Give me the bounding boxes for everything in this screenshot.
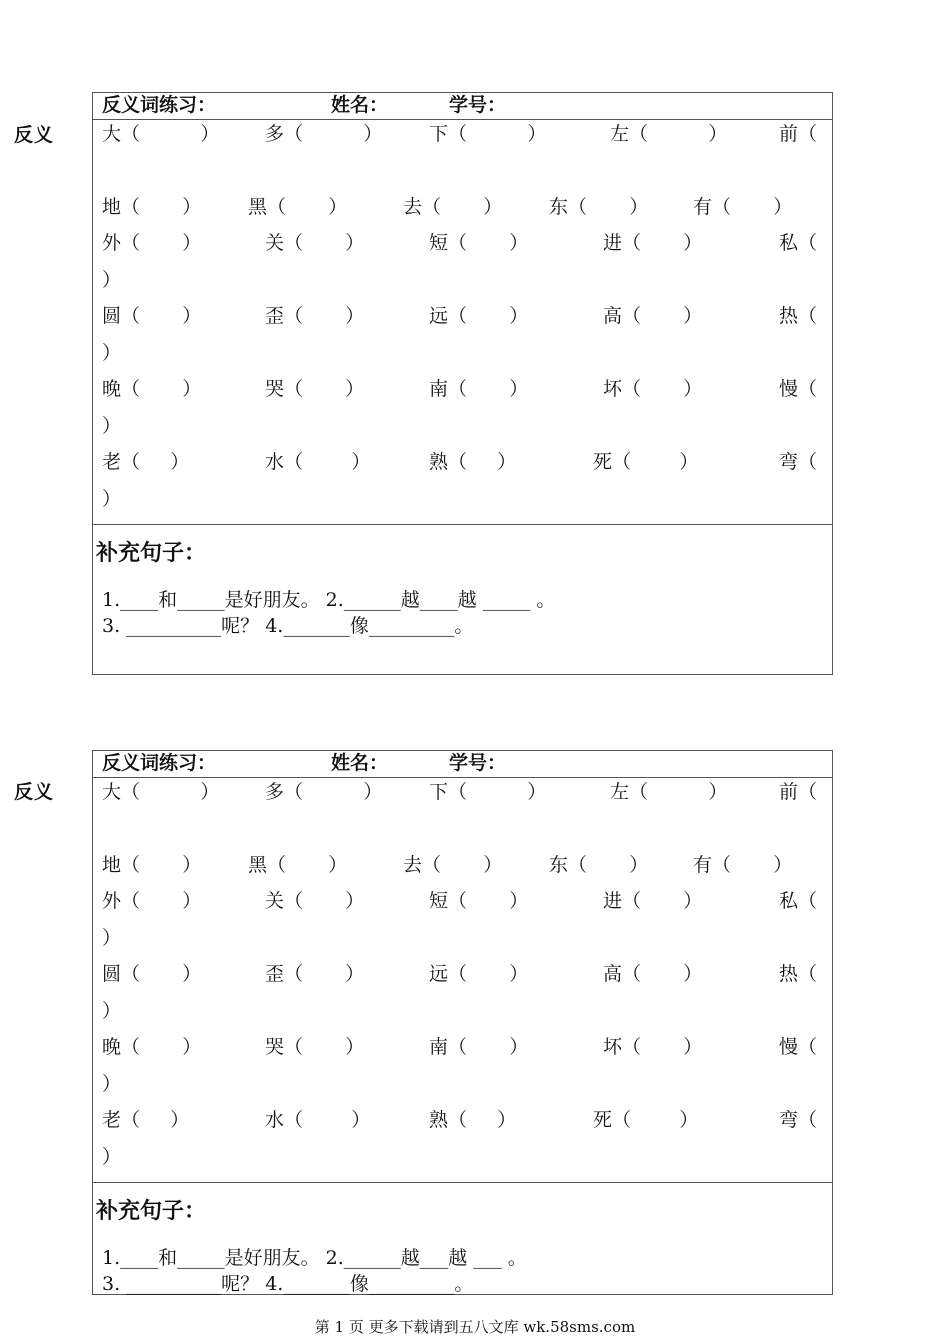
word-item: ） [102, 342, 122, 364]
word-item: 熟（ ） [429, 451, 517, 473]
word-item: 有（ ） [693, 196, 793, 218]
word-item: 高（ ） [603, 963, 703, 985]
word-item: 私（ [779, 890, 818, 912]
word-item: 水（ ） [265, 451, 371, 473]
word-item: ） [102, 269, 122, 291]
word-item: 黑（ ） [248, 854, 348, 876]
word-row [93, 1105, 832, 1135]
word-item: 去（ ） [403, 196, 503, 218]
page-footer: 第 1 页 更多下载请到五八文库 wk.58sms.com [314, 1318, 636, 1336]
word-row [93, 374, 832, 404]
supplement-title: 补充句子： [96, 1199, 207, 1224]
sentence-line: 1.____和_____是好朋友。 2.______越___越 ___ 。 [102, 1247, 527, 1269]
word-item: 老（ ） [102, 451, 190, 473]
word-item: 外（ ） [102, 890, 202, 912]
word-item: 外（ ） [102, 232, 202, 254]
word-row-wrap [93, 411, 832, 441]
word-item: 进（ ） [603, 890, 703, 912]
word-row [93, 192, 832, 222]
word-item: 圆（ ） [102, 305, 202, 327]
word-row [93, 447, 832, 477]
word-item: 短（ ） [429, 890, 529, 912]
word-item: ） [102, 488, 122, 510]
sheet-title: 反义词练习： [102, 752, 217, 774]
word-item: 多（ ） [265, 781, 383, 803]
word-row [93, 228, 832, 258]
header-row [93, 751, 832, 778]
word-row [93, 886, 832, 916]
exercise-sheet [92, 92, 833, 675]
word-item: 远（ ） [429, 305, 529, 327]
supplement-title: 补充句子： [96, 541, 207, 566]
word-item: 去（ ） [403, 854, 503, 876]
word-item: 进（ ） [603, 232, 703, 254]
word-item: ） [102, 1146, 122, 1168]
word-item: 私（ [779, 232, 818, 254]
word-row-wrap [93, 338, 832, 368]
word-item: 前（ [779, 781, 818, 803]
word-item: 老（ ） [102, 1109, 190, 1131]
word-item: ） [102, 1073, 122, 1095]
word-item: 熟（ ） [429, 1109, 517, 1131]
word-item: 有（ ） [693, 854, 793, 876]
word-row [93, 301, 832, 331]
word-item: 哭（ ） [265, 1036, 365, 1058]
name-label: 姓名： [331, 752, 389, 774]
word-item: 大（ ） [102, 123, 220, 145]
word-row-wrap [93, 484, 832, 514]
word-item: ） [102, 1000, 122, 1022]
word-item: 歪（ ） [265, 305, 365, 327]
word-item: 下（ ） [429, 123, 547, 145]
word-item: 关（ ） [265, 890, 365, 912]
word-row [93, 959, 832, 989]
word-item: 死（ ） [593, 1109, 699, 1131]
word-item: 地（ ） [102, 854, 202, 876]
word-row-wrap [93, 923, 832, 953]
word-item: 大（ ） [102, 781, 220, 803]
word-item: 晚（ ） [102, 378, 202, 400]
sentence-line: 1.____和_____是好朋友。 2.______越____越 _____ 。 [102, 589, 556, 611]
word-item: 慢（ [779, 378, 818, 400]
word-item: 南（ ） [429, 378, 529, 400]
word-item: 热（ [779, 963, 818, 985]
word-row [93, 850, 832, 880]
word-row [93, 777, 832, 807]
word-row [93, 1032, 832, 1062]
id-label: 学号： [449, 94, 507, 116]
word-item: 地（ ） [102, 196, 202, 218]
sentence-line: 3. __________呢？ 4._______像_________。 [102, 615, 474, 637]
word-item: 晚（ ） [102, 1036, 202, 1058]
exercise-sheet [92, 750, 833, 1295]
word-item: ） [102, 927, 122, 949]
word-item: 坏（ ） [603, 1036, 703, 1058]
word-item: 高（ ） [603, 305, 703, 327]
sheet-title: 反义词练习： [102, 94, 217, 116]
word-item: 左（ ） [610, 123, 728, 145]
word-row-wrap [93, 265, 832, 295]
word-item: 弯（ [779, 451, 818, 473]
sentence-line: 3. __________呢？ 4._______像_________。 [102, 1273, 474, 1295]
side-label: 反义 [14, 124, 55, 146]
word-row-wrap [93, 1142, 832, 1172]
section-divider [93, 524, 832, 525]
word-item: 弯（ [779, 1109, 818, 1131]
word-row-wrap [93, 1069, 832, 1099]
word-row-wrap [93, 996, 832, 1026]
word-item: 南（ ） [429, 1036, 529, 1058]
word-row [93, 119, 832, 149]
word-item: 关（ ） [265, 232, 365, 254]
word-item: 东（ ） [549, 854, 649, 876]
word-item: 远（ ） [429, 963, 529, 985]
word-item: 坏（ ） [603, 378, 703, 400]
word-item: 水（ ） [265, 1109, 371, 1131]
word-item: 死（ ） [593, 451, 699, 473]
word-item: 哭（ ） [265, 378, 365, 400]
word-item: 热（ [779, 305, 818, 327]
id-label: 学号： [449, 752, 507, 774]
word-item: 前（ [779, 123, 818, 145]
name-label: 姓名： [331, 94, 389, 116]
word-item: 下（ ） [429, 781, 547, 803]
word-item: 多（ ） [265, 123, 383, 145]
word-item: 黑（ ） [248, 196, 348, 218]
word-item: ） [102, 415, 122, 437]
word-item: 歪（ ） [265, 963, 365, 985]
word-item: 短（ ） [429, 232, 529, 254]
word-item: 左（ ） [610, 781, 728, 803]
word-item: 慢（ [779, 1036, 818, 1058]
word-item: 圆（ ） [102, 963, 202, 985]
side-label: 反义 [14, 781, 55, 803]
section-divider [93, 1182, 832, 1183]
word-item: 东（ ） [549, 196, 649, 218]
header-row [93, 93, 832, 120]
